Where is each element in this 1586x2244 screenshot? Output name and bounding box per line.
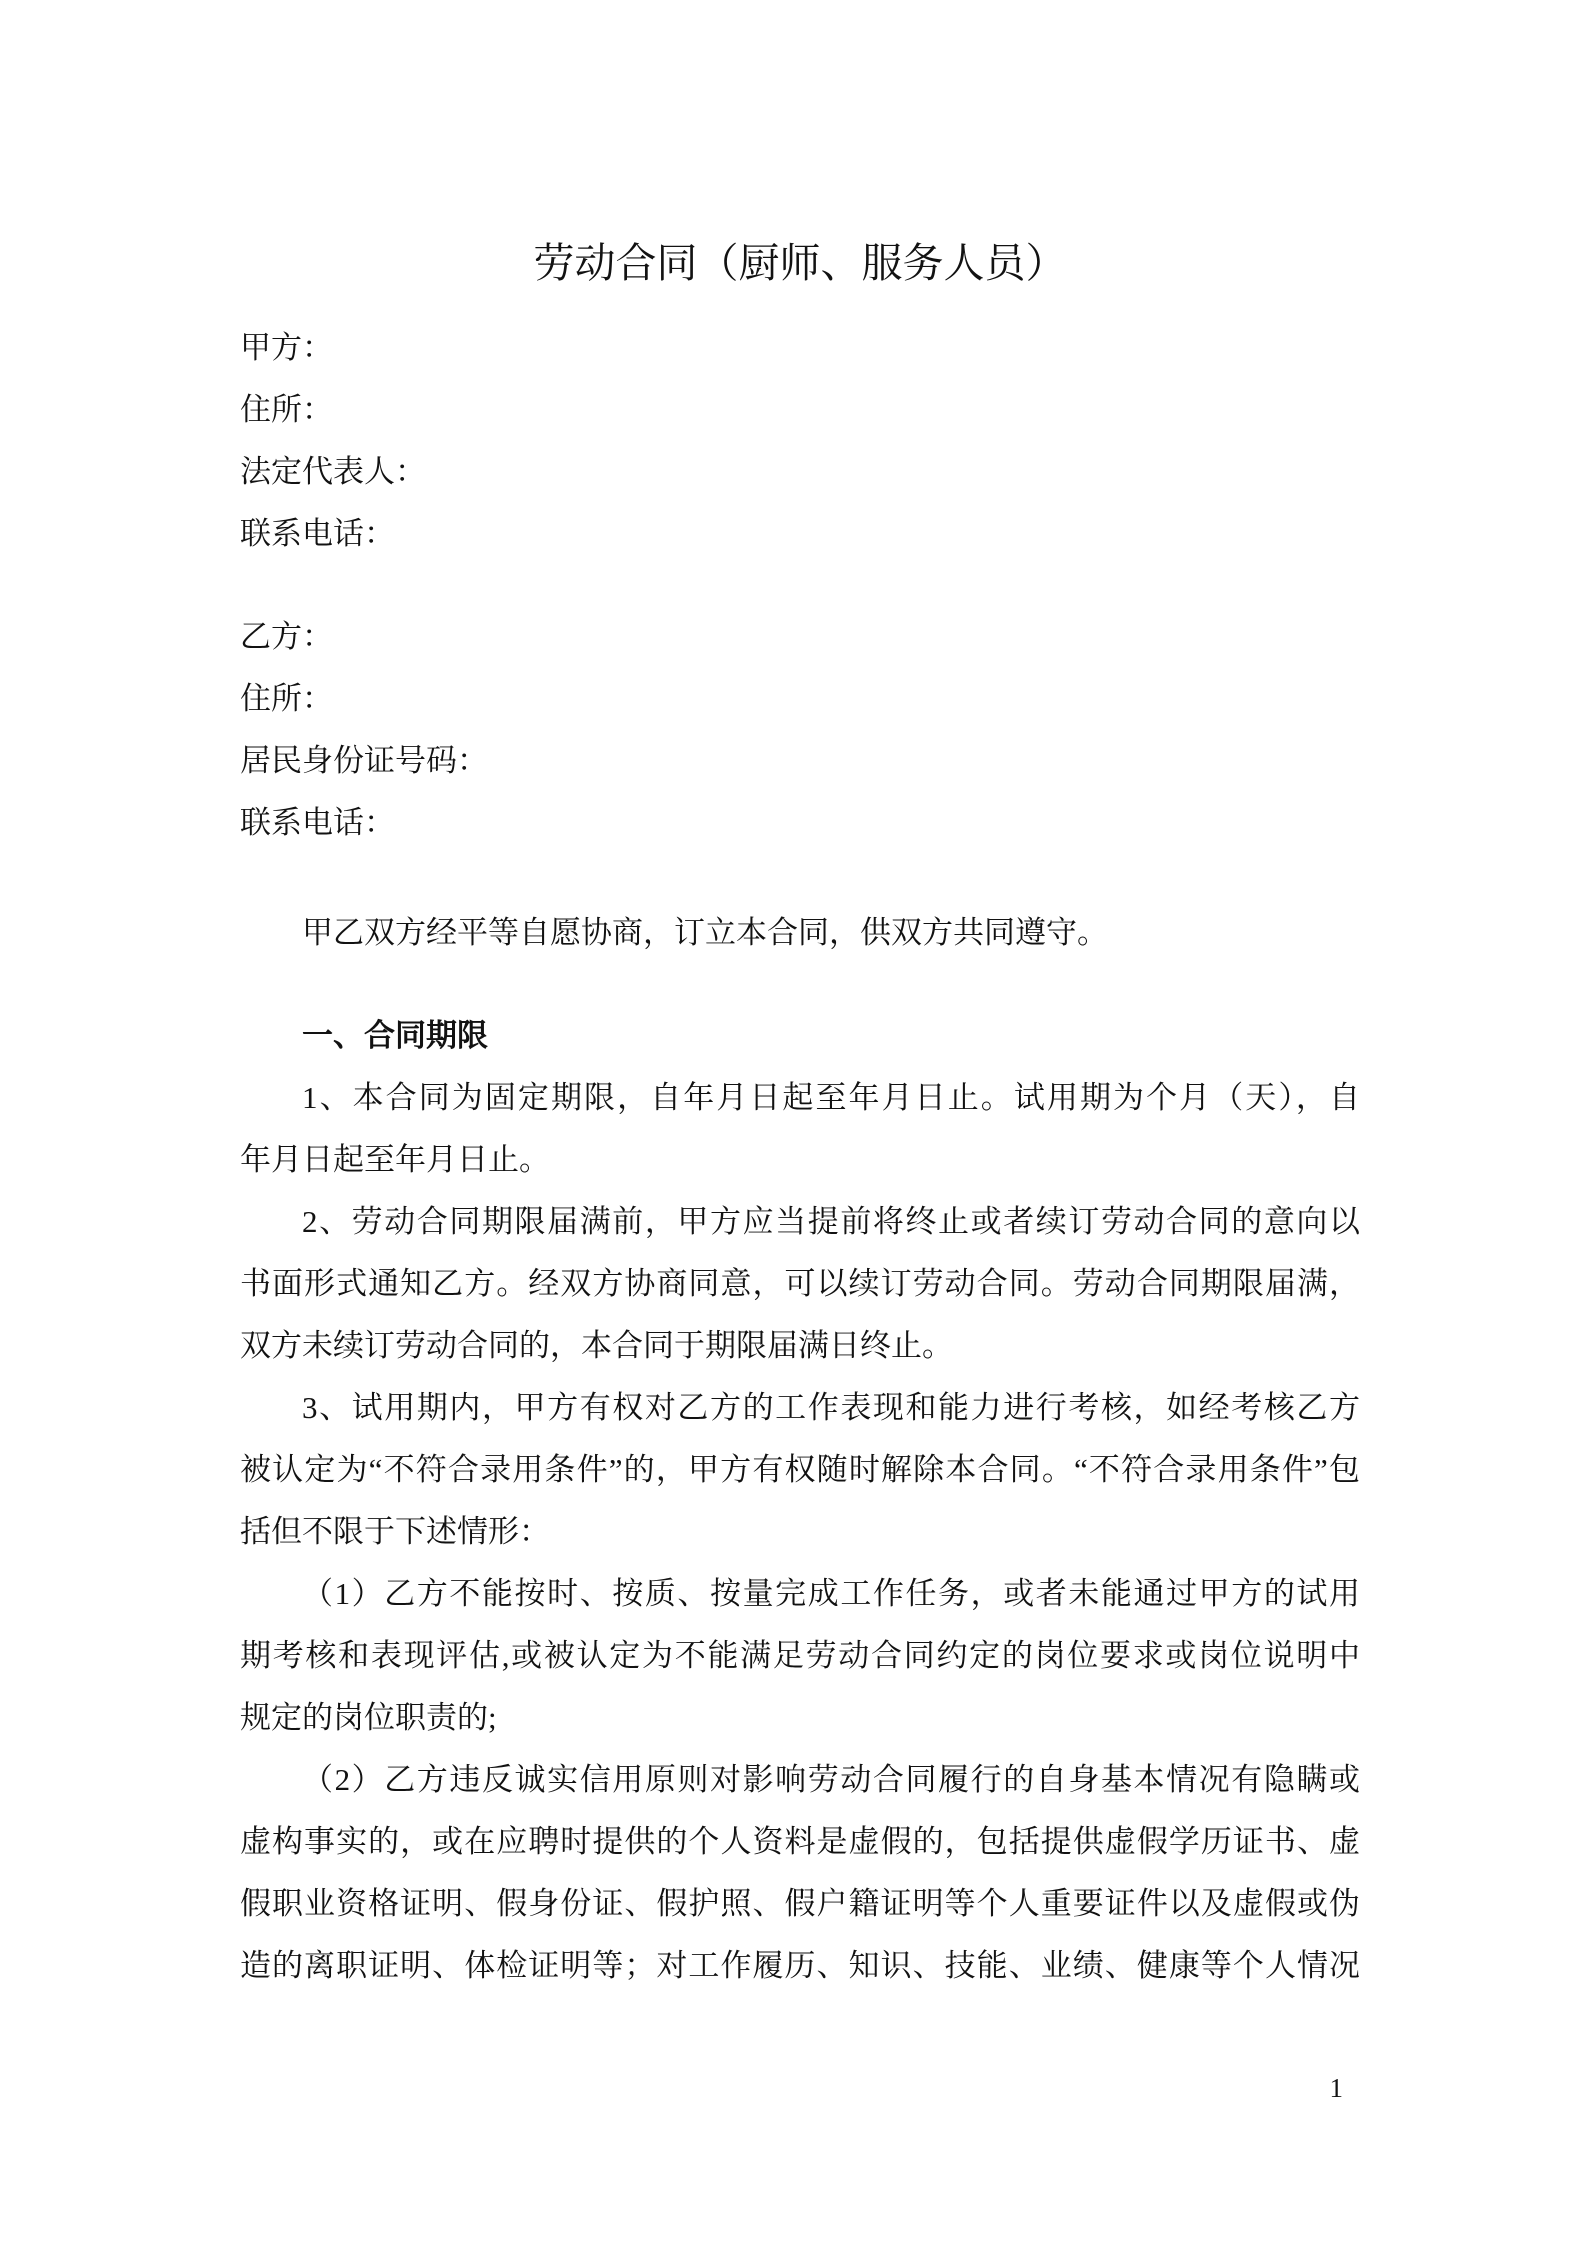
clause <box>240 1749 1360 1997</box>
text-line: 乙方： <box>240 619 333 654</box>
text-line: 甲方： <box>240 330 333 365</box>
text-line: 联系电话： <box>240 516 395 551</box>
text-line: 书面形式通知乙方。经双方协商同意，可以续订劳动合同。劳动合同期限届满， <box>240 1266 1360 1301</box>
text-line: （1）乙方不能按时、按质、按量完成工作任务，或者未能通过甲方的试用 <box>302 1576 1360 1611</box>
clause <box>240 1377 1360 1563</box>
text-line: 3、试用期内，甲方有权对乙方的工作表现和能力进行考核，如经考核乙方 <box>302 1390 1360 1425</box>
page-number: 1 <box>1329 2073 1343 2103</box>
text-line: 假职业资格证明、假身份证、假护照、假户籍证明等个人重要证件以及虚假或伪 <box>240 1886 1360 1921</box>
text-line: 造的离职证明、体检证明等；对工作履历、知识、技能、业绩、健康等个人情况 <box>240 1948 1360 1983</box>
party-b-block <box>240 606 1360 854</box>
clause <box>240 1067 1360 1191</box>
clause <box>240 1191 1360 1377</box>
text-line: 联系电话： <box>240 805 395 840</box>
text-line: 括但不限于下述情形： <box>240 1514 550 1549</box>
text-line: 1、本合同为固定期限，自年月日起至年月日止。试用期为个月（天），自 <box>302 1080 1360 1115</box>
text-line: 双方未续订劳动合同的，本合同于期限届满日终止。 <box>240 1328 953 1363</box>
text-line: （2）乙方违反诚实信用原则对影响劳动合同履行的自身基本情况有隐瞒或 <box>302 1762 1360 1797</box>
text-line: 甲乙双方经平等自愿协商，订立本合同，供双方共同遵守。 <box>302 915 1108 950</box>
document-title: 劳动合同（厨师、服务人员） <box>533 240 1067 286</box>
text-line: 虚构事实的，或在应聘时提供的个人资料是虚假的，包括提供虚假学历证书、虚 <box>240 1824 1360 1859</box>
text-line: 被认定为“不符合录用条件”的，甲方有权随时解除本合同。“不符合录用条件”包 <box>240 1452 1360 1487</box>
text-line: 年月日起至年月日止。 <box>240 1142 550 1177</box>
text-line: 法定代表人： <box>240 454 426 489</box>
text-line: 住所： <box>240 681 333 716</box>
preamble-paragraph <box>240 902 1360 964</box>
section-clauses <box>240 1067 1360 1997</box>
text-line: 住所： <box>240 392 333 427</box>
party-a-block <box>240 317 1360 565</box>
clause <box>240 1563 1360 1749</box>
text-line: 规定的岗位职责的; <box>240 1700 497 1735</box>
text-line: 期考核和表现评估,或被认定为不能满足劳动合同约定的岗位要求或岗位说明中 <box>240 1638 1360 1673</box>
section-heading: 一、合同期限 <box>302 1018 488 1053</box>
text-line: 2、劳动合同期限届满前，甲方应当提前将终止或者续订劳动合同的意向以 <box>302 1204 1360 1239</box>
text-line: 居民身份证号码： <box>240 743 488 778</box>
